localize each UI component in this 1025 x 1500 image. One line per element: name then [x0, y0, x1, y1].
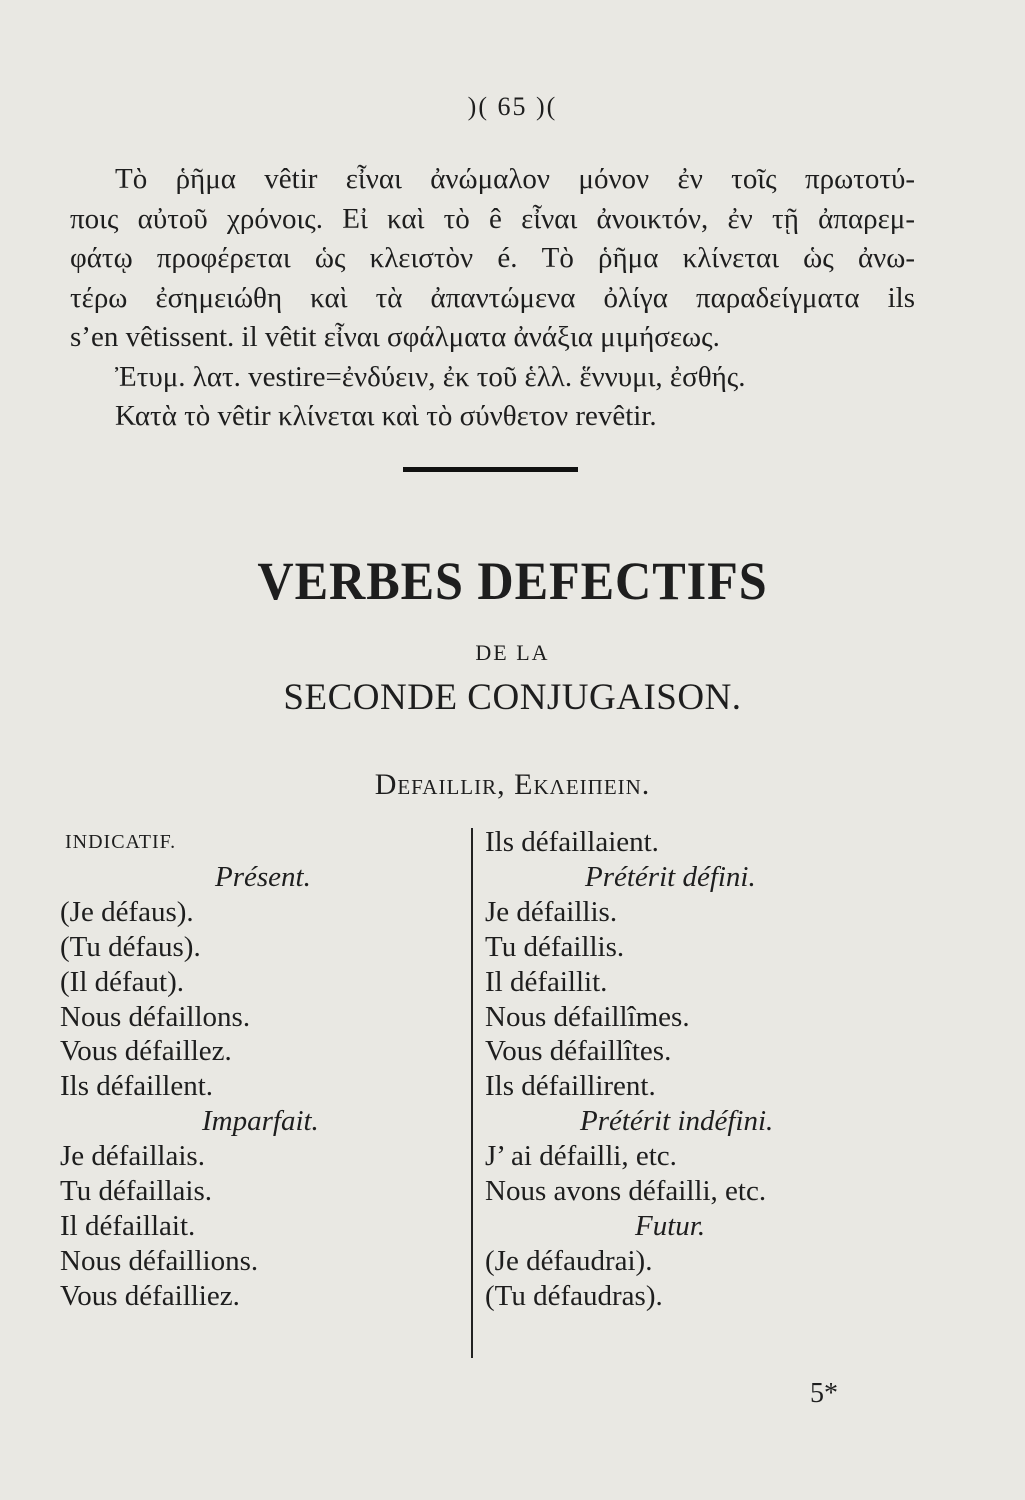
conjugation-form: (Tu défaudras).	[485, 1279, 663, 1312]
conjugation-form: Je défaillais.	[60, 1140, 205, 1173]
page-number: )( 65 )(	[467, 92, 558, 121]
conjugation-form: (Je défaus).	[60, 895, 194, 928]
paragraph-line: ποις αὐτοῦ χρόνοις. Εἰ καὶ τὸ ê εἶναι ἀνοικτόν, ἐν τῇ ἀπαρεμ-	[70, 202, 915, 235]
conjugation-form: Je défaillis.	[485, 895, 618, 928]
conjugation-form: Tu défaillis.	[485, 930, 625, 963]
conjugation-form: Nous défaillions.	[60, 1244, 259, 1277]
paragraph-line: s’en vêtissent. il vêtit εἶναι σφάλματα ἀνάξια μιμήσεως.	[70, 321, 720, 353]
paragraph-line: Ἐτυμ. λατ. vestire=ἐνδύειν, ἐκ τοῦ ἑλλ. ἕννυμι, ἐσθής.	[115, 360, 746, 393]
left-conjugation-column	[60, 825, 460, 1314]
conjugation-form: Nous défaillîmes.	[485, 1000, 690, 1033]
conjugation-form: J’ ai défailli, etc.	[485, 1140, 677, 1173]
tense-label: Futur.	[635, 1209, 706, 1242]
conjugation-form: Vous défaillez.	[60, 1035, 232, 1068]
column-divider	[471, 828, 473, 1358]
right-conjugation-column	[485, 825, 845, 1314]
conjugation-form: Vous défaillîtes.	[485, 1035, 672, 1068]
conjugation-form: Nous défaillons.	[60, 1000, 251, 1033]
paragraph-line: τέρω ἐσημειώθη καὶ τὰ ἀπαντώμενα ὀλίγα παραδείγματα ils	[70, 281, 915, 314]
conjugation-form: (Je défaudrai).	[485, 1244, 653, 1277]
conjugation-form: Vous défailliez.	[60, 1279, 240, 1312]
section-title: VERBES DEFECTIFS	[257, 551, 768, 611]
conjugation-form: Tu défaillais.	[60, 1175, 212, 1208]
conjugation-form: Ils défaillaient.	[485, 826, 659, 858]
conjugation-title: SECONDE CONJUGAISON.	[283, 677, 742, 718]
paragraph-line: φάτῳ προφέρεται ὡς κλειστὸν é. Τὸ ῥῆμα κλίνεται ὡς ἀνω-	[70, 242, 915, 274]
section-subtitle: DE LA	[475, 640, 550, 665]
paragraph-line: Κατὰ τὸ vêtir κλίνεται καὶ τὸ σύνθετον revêtir.	[115, 400, 657, 432]
conjugation-form: Ils défaillent.	[60, 1070, 214, 1103]
conjugation-form: Il défaillait.	[60, 1209, 196, 1242]
paragraph-line: Τὸ ῥῆμα vêtir εἶναι ἀνώμαλον μόνον ἐν τοῖς πρωτοτύ-	[115, 163, 915, 195]
tense-label: Présent.	[215, 860, 311, 893]
verb-heading: Defaillir, Εκλειπειν.	[374, 768, 651, 801]
conjugation-form: (Tu défaus).	[60, 930, 201, 963]
conjugation-form: Il défaillit.	[485, 965, 608, 998]
conjugation-form: Nous avons défailli, etc.	[485, 1175, 767, 1208]
tense-label: Imparfait.	[202, 1105, 319, 1138]
mood-label: INDICATIF.	[65, 831, 177, 853]
greek-commentary-paragraph	[70, 160, 915, 437]
tense-label: Prétérit indéfini.	[580, 1105, 774, 1138]
signature-mark: 5*	[810, 1378, 838, 1409]
conjugation-form: (Il défaut).	[60, 965, 184, 998]
tense-label: Prétérit défini.	[585, 860, 756, 893]
section-divider-rule	[403, 467, 578, 472]
conjugation-form: Ils défaillirent.	[485, 1070, 656, 1103]
